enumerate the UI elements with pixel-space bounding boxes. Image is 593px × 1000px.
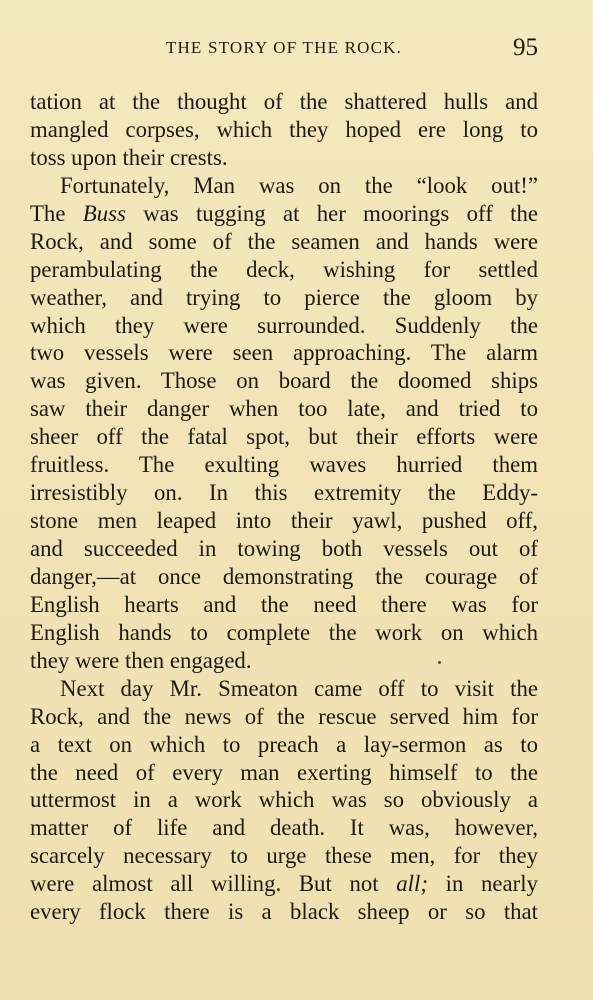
page-number: 95 xyxy=(513,34,538,61)
text-line: perambulating the deck, wishing for settled xyxy=(30,256,538,282)
emphasis-text: all; xyxy=(396,871,428,897)
text-line: danger,—at once demonstrating the courage of xyxy=(30,563,538,589)
text-line: weather, and trying to pierce the gloom by xyxy=(30,284,538,310)
text-line: irresistibly on. In this extremity the Eddy- xyxy=(30,480,538,506)
text-line: was given. Those on board the doomed ships xyxy=(30,368,538,394)
running-title: THE STORY OF THE ROCK. xyxy=(165,38,403,57)
text-line: two vessels were seen approaching. The alarm xyxy=(30,340,538,366)
text-segment: was tugging at her moorings off the xyxy=(125,200,538,226)
text-line: fruitless. The exulting waves hurried them xyxy=(30,452,538,478)
text-line: sheer off the fatal spot, but their efforts were xyxy=(30,424,538,450)
text-line: English hearts and the need there was for xyxy=(30,591,538,617)
running-head xyxy=(30,34,538,68)
text-line xyxy=(30,870,538,898)
text-line: Next day Mr. Smeaton came off to visit the xyxy=(60,675,538,701)
text-line: stone men leaped into their yawl, pushed off, xyxy=(30,508,538,534)
text-line: matter of life and death. It was, however, xyxy=(30,815,538,841)
text-line: scarcely necessary to urge these men, for they xyxy=(30,843,538,869)
text-segment: were almost all willing. But not xyxy=(30,871,397,897)
ship-name: Buss xyxy=(82,200,126,226)
text-line: and succeeded in towing both vessels out of xyxy=(30,536,538,561)
text-line: toss upon their crests. xyxy=(30,144,228,170)
text-line: they were then engaged. xyxy=(30,647,252,673)
print-speck xyxy=(438,661,441,664)
text-segment: in nearly xyxy=(427,871,538,897)
text-line: uttermost in a work which was so obviously a xyxy=(30,787,538,813)
text-line: Fortunately, Man was on the “look out!” xyxy=(60,172,538,198)
text-line: tation at the thought of the shattered hulls and xyxy=(30,89,538,114)
text-line: every flock there is a black sheep or so that xyxy=(30,899,538,925)
text-line: saw their danger when too late, and tried to xyxy=(30,396,538,422)
text-line: Rock, and some of the seamen and hands were xyxy=(30,228,538,254)
text-line: which they were surrounded. Suddenly the xyxy=(30,312,538,338)
text-line: mangled corpses, which they hoped ere long to xyxy=(30,116,538,142)
text-line: the need of every man exerting himself to the xyxy=(30,759,538,785)
text-line xyxy=(30,200,538,228)
body-text xyxy=(30,88,538,926)
text-segment: The xyxy=(30,200,83,226)
text-line: Rock, and the news of the rescue served him for xyxy=(30,703,538,729)
text-line: a text on which to preach a lay-sermon as to xyxy=(30,731,538,757)
text-line: English hands to complete the work on which xyxy=(30,619,538,645)
